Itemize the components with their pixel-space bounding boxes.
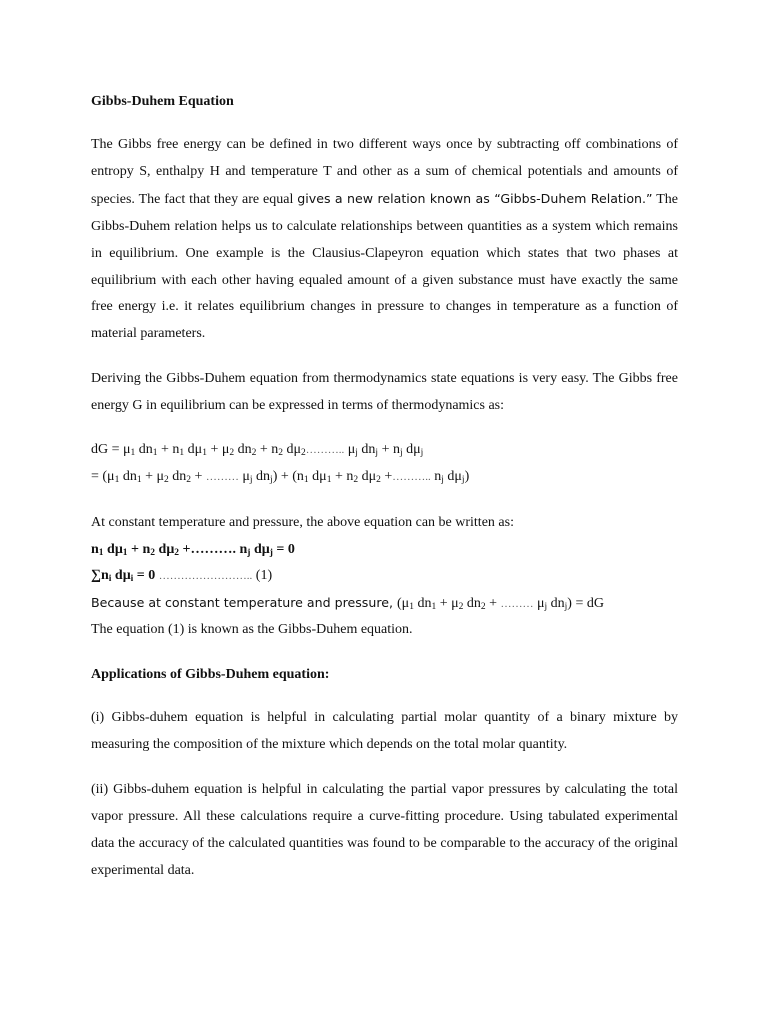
application-item-2: (ii) Gibbs-duhem equation is helpful in calculating the partial vapor pressures by calculating the total vapor pressure. All these calculations require a curve-fitting procedure. Using tabulated experimental data the accuracy of the calculated quantities was found to be comparable to the accuracy of the original experimental data. <box>91 782 678 878</box>
paragraph-intro-part-c: The Gibbs-Duhem relation helps us to calculate relationships between quantities as a system which remains in equilibrium. One example is the Clausius-Clapeyron equation which states that two phases at equilibrium with each other having equaled amount of a given substance must have exactly the same free energy i.e. it relates equilibrium changes in pressure to changes in temperature as a function of material parameters. <box>91 191 678 342</box>
application-item-1: (i) Gibbs-duhem equation is helpful in calculating partial molar quantity of a binary mixture by measuring the composition of the mixture which depends on the total molar quantity. <box>91 710 678 752</box>
constant-tp-intro: At constant temperature and pressure, the above equation can be written as: <box>91 515 514 530</box>
equation-dg-line-2: = ($\mu_1$ $dn_1 + \mu_2$ $dn_2$ + ……… $\mu_j$ $dn_j) + (n_1$ $d\mu_1 + n_2$ $d\mu_2$ +……….. $n_j$ $d\mu_j$) <box>91 469 470 485</box>
paragraph-intro <box>91 132 678 348</box>
because-line: Because at constant temperature and pressure, ($\mu_1$ $dn_1 + \mu_2$ $dn_2$ + ……… $\mu_j$ $dn_j$) = dG <box>91 595 604 612</box>
equation-one: $\sum n_i$ $d\mu_i = 0$ …………………….. (1) <box>91 568 273 584</box>
paragraph-deriving: Deriving the Gibbs-Duhem equation from thermodynamics state equations is very easy. The Gibbs free energy G in equilibrium can be expressed in terms of thermodynamics as: <box>91 371 678 413</box>
equation-known-statement: The equation (1) is known as the Gibbs-Duhem equation. <box>91 622 413 637</box>
paragraph-intro-part-a: The Gibbs free energy can be defined in two different ways once by subtracting off combinations of entropy S, enthalpy H and temperature T and other as a sum of chemical potentials and amounts of species. The fact that they are equal <box>91 137 678 207</box>
equation-sum-zero: $n_1$ $d\mu_1 + n_2$ $d\mu_2$ +………. $n_j$ $d\mu_j = 0$ <box>91 542 295 558</box>
document-title: Gibbs-Duhem Equation <box>91 94 234 109</box>
equation-dg-line-1: dG = $\mu_1$ $dn_1 + n_1$ $d\mu_1 + \mu_2$ $dn_2 + n_2$ $d\mu_2\dots\dots\dots$.. $\mu_j$ $dn_j + n_j$ $d\mu_j$ <box>91 442 424 458</box>
applications-heading: Applications of Gibbs-Duhem equation: <box>91 667 330 682</box>
paragraph-intro-part-b: gives a new relation known as “Gibbs-Duhem Relation.” <box>297 190 653 206</box>
because-text: Because at constant temperature and pressure, <box>91 595 393 610</box>
